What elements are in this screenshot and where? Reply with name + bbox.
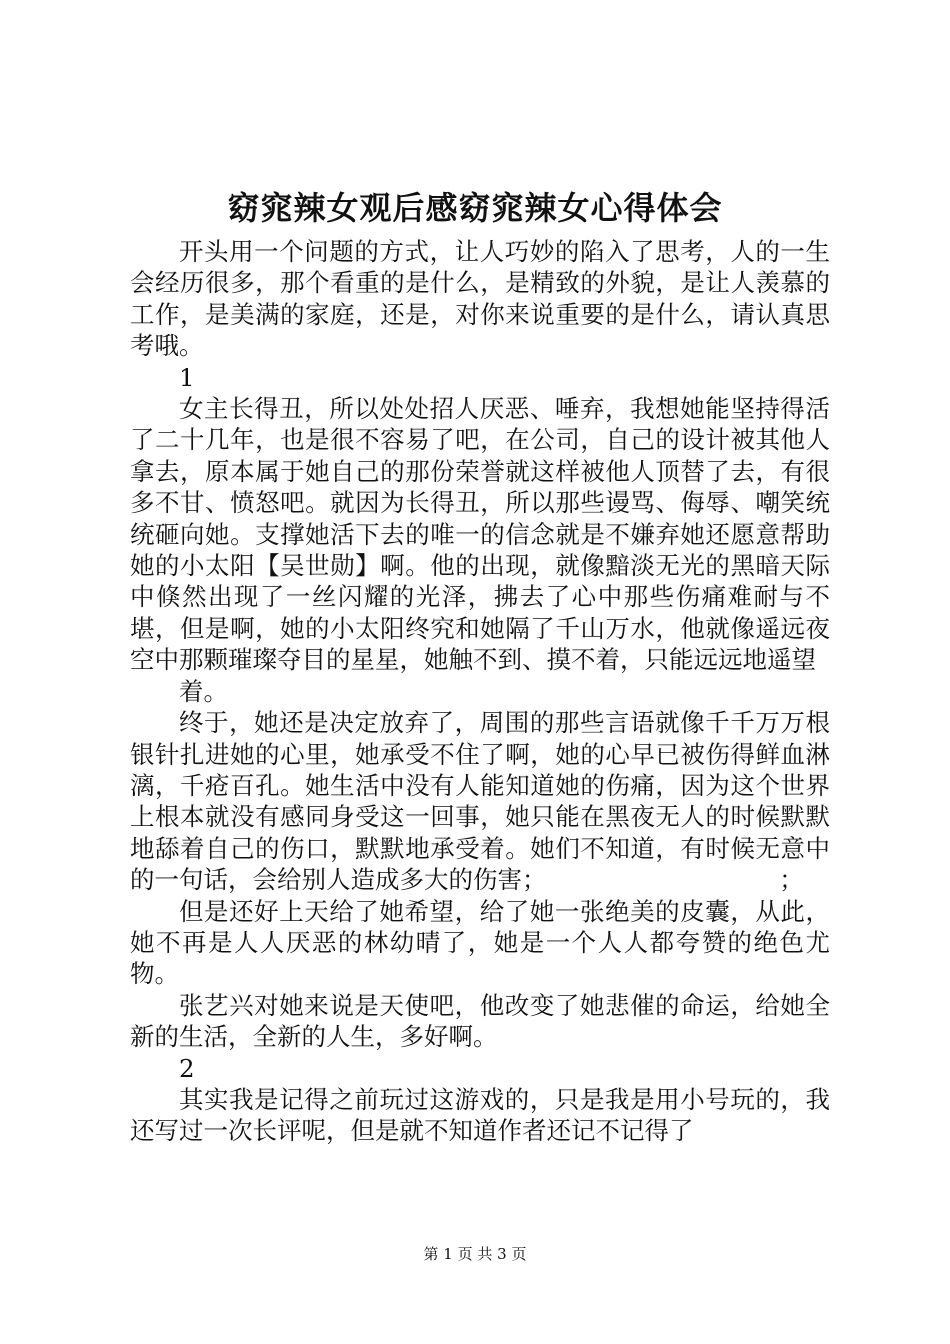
paragraph: 张艺兴对她来说是天使吧，他改变了她悲催的命运，给她全新的生活，全新的人生，多好啊。 — [130, 990, 830, 1052]
paragraph: 女主长得丑，所以处处招人厌恶、唾弃，我想她能坚持得活了二十几年，也是很不容易了吧，在公司，自己的设计被其他人拿去，原本属于她自己的那份荣誉就这样被他人顶替了去，有很多不甘、愤怒吧。就因为长得丑，所以那些谩骂、侮辱、嘲笑统统砸向她。支撑她活下去的唯一的信念就是不嫌弃她还愿意帮助她的小太阳【吴世勋】啊。他的出现，就像黯淡无光的黑暗天际中倏然出现了一丝闪耀的光泽，拂去了心中那些伤痛难耐与不堪，但是啊，她的小太阳终究和她隔了千山万水，他就像遥远夜空中那颗璀璨夺目的星星，她触不到、摸不着，只能远远地遥望 — [130, 394, 830, 675]
paragraph: 其实我是记得之前玩过这游戏的，只是我是用小号玩的，我还写过一次长评呢，但是就不知道作者还记不记得了 — [130, 1084, 830, 1146]
paragraph-continuation: 着。 — [179, 676, 228, 706]
page-footer: 第 1 页 共 3 页 — [423, 1245, 527, 1263]
paragraph: 但是还好上天给了她希望，给了她一张绝美的皮囊，从此，她不再是人人厌恶的林幼晴了，她是一个人人都夸赞的绝色尤物。 — [130, 896, 830, 989]
paragraph: 开头用一个问题的方式，让人巧妙的陷入了思考，人的一生会经历很多，那个看重的是什么，是精致的外貌，是让人羡慕的工作，是美满的家庭，还是，对你来说重要的是什么，请认真思考哦。 — [130, 237, 830, 361]
document-title: 窈窕辣女观后感窈窕辣女心得体会 — [227, 189, 723, 227]
document-body — [130, 236, 830, 1147]
paragraph: 终于，她还是决定放弃了，周围的那些言语就像千千万万根银针扎进她的心里，她承受不住了啊，她的心早已被伤得鲜血淋漓，千疮百孔。她生活中没有人能知道她的伤痛，因为这个世界上根本就没有感同身受这一回事，她只能在黑夜无人的时候默默地舔着自己的伤口，默默地承受着。她们不知道，有时候无意中的一句话，会给别人造成多大的伤害； ； — [130, 708, 830, 895]
section-number: 1 — [179, 362, 195, 392]
section-number: 2 — [179, 1053, 195, 1083]
